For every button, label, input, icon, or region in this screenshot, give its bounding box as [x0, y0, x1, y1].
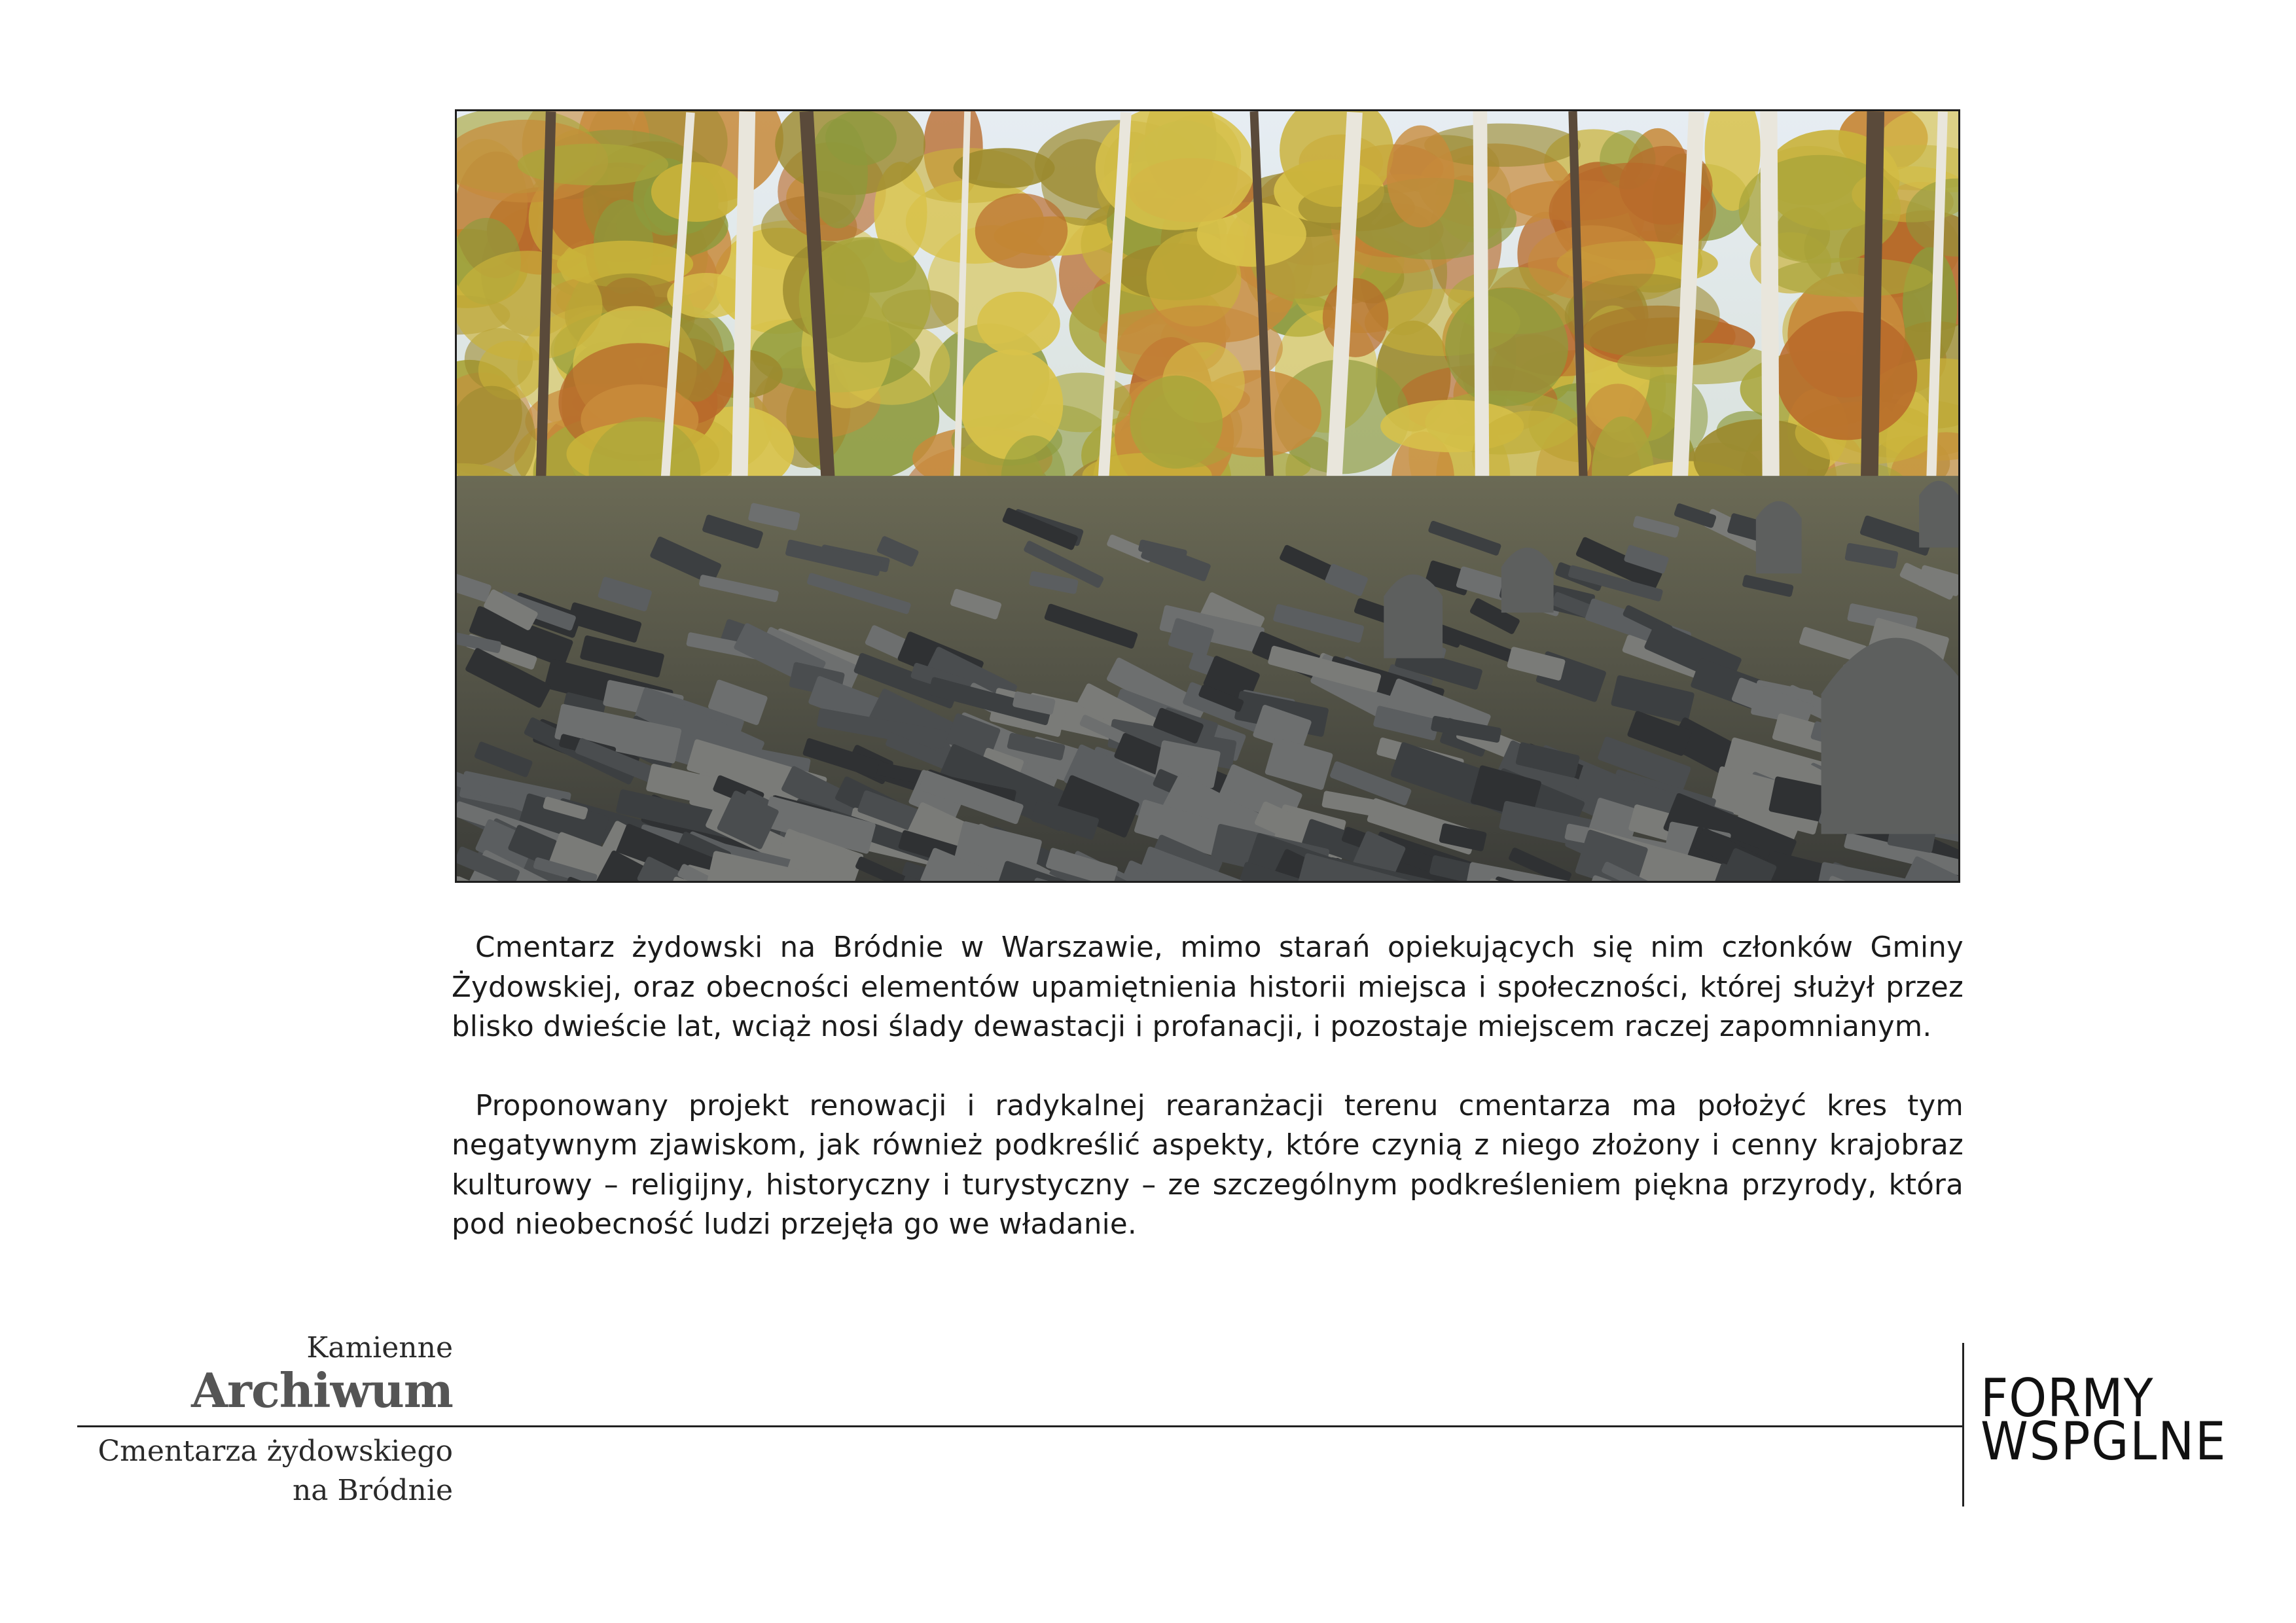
description-text: [452, 928, 1964, 1245]
brand-line1: FORMY: [1981, 1368, 2154, 1429]
footer-divider-vertical: [1962, 1343, 1964, 1507]
paragraph-1: Cmentarz żydowski na Bródnie w Warszawie, mimo starań opiekujących się nim członków Gminy Żydowskiej, oraz obecności elementów upamiętnienia historii miejsca i społeczności, której służył przez blisko dwieście lat, wciąż nosi ślady dewastacji i profanacji, i pozostaje miejscem raczej zapomnianym.: [452, 931, 1964, 1043]
footer-subtitle-line2: na Bródnie: [292, 1474, 453, 1507]
cemetery-photo: [455, 109, 1960, 883]
brand-logo: [1981, 1368, 2227, 1472]
cemetery-photo-illustration: [457, 111, 1958, 881]
footer-subtitle-line1: Cmentarza żydowskiego: [98, 1435, 453, 1468]
brand-line2: WSPGLNE: [1981, 1411, 2227, 1472]
footer-title-small: Kamienne: [306, 1331, 453, 1364]
footer-divider-horizontal: [77, 1425, 1962, 1427]
paragraph-2: Proponowany projekt renowacji i radykalnej rearanżacji terenu cmentarza ma położyć kres tym negatywnym zjawiskom, jak również podkreślić aspekty, które czynią z niego złożony i cenny krajobraz kulturowy – religijny, historyczny i turystyczny – ze szczególnym podkreśleniem piękna przyrody, która pod nieobecność ludzi przejęła go we władanie.: [452, 1089, 1964, 1241]
footer-title-big: Archiwum: [191, 1363, 453, 1418]
